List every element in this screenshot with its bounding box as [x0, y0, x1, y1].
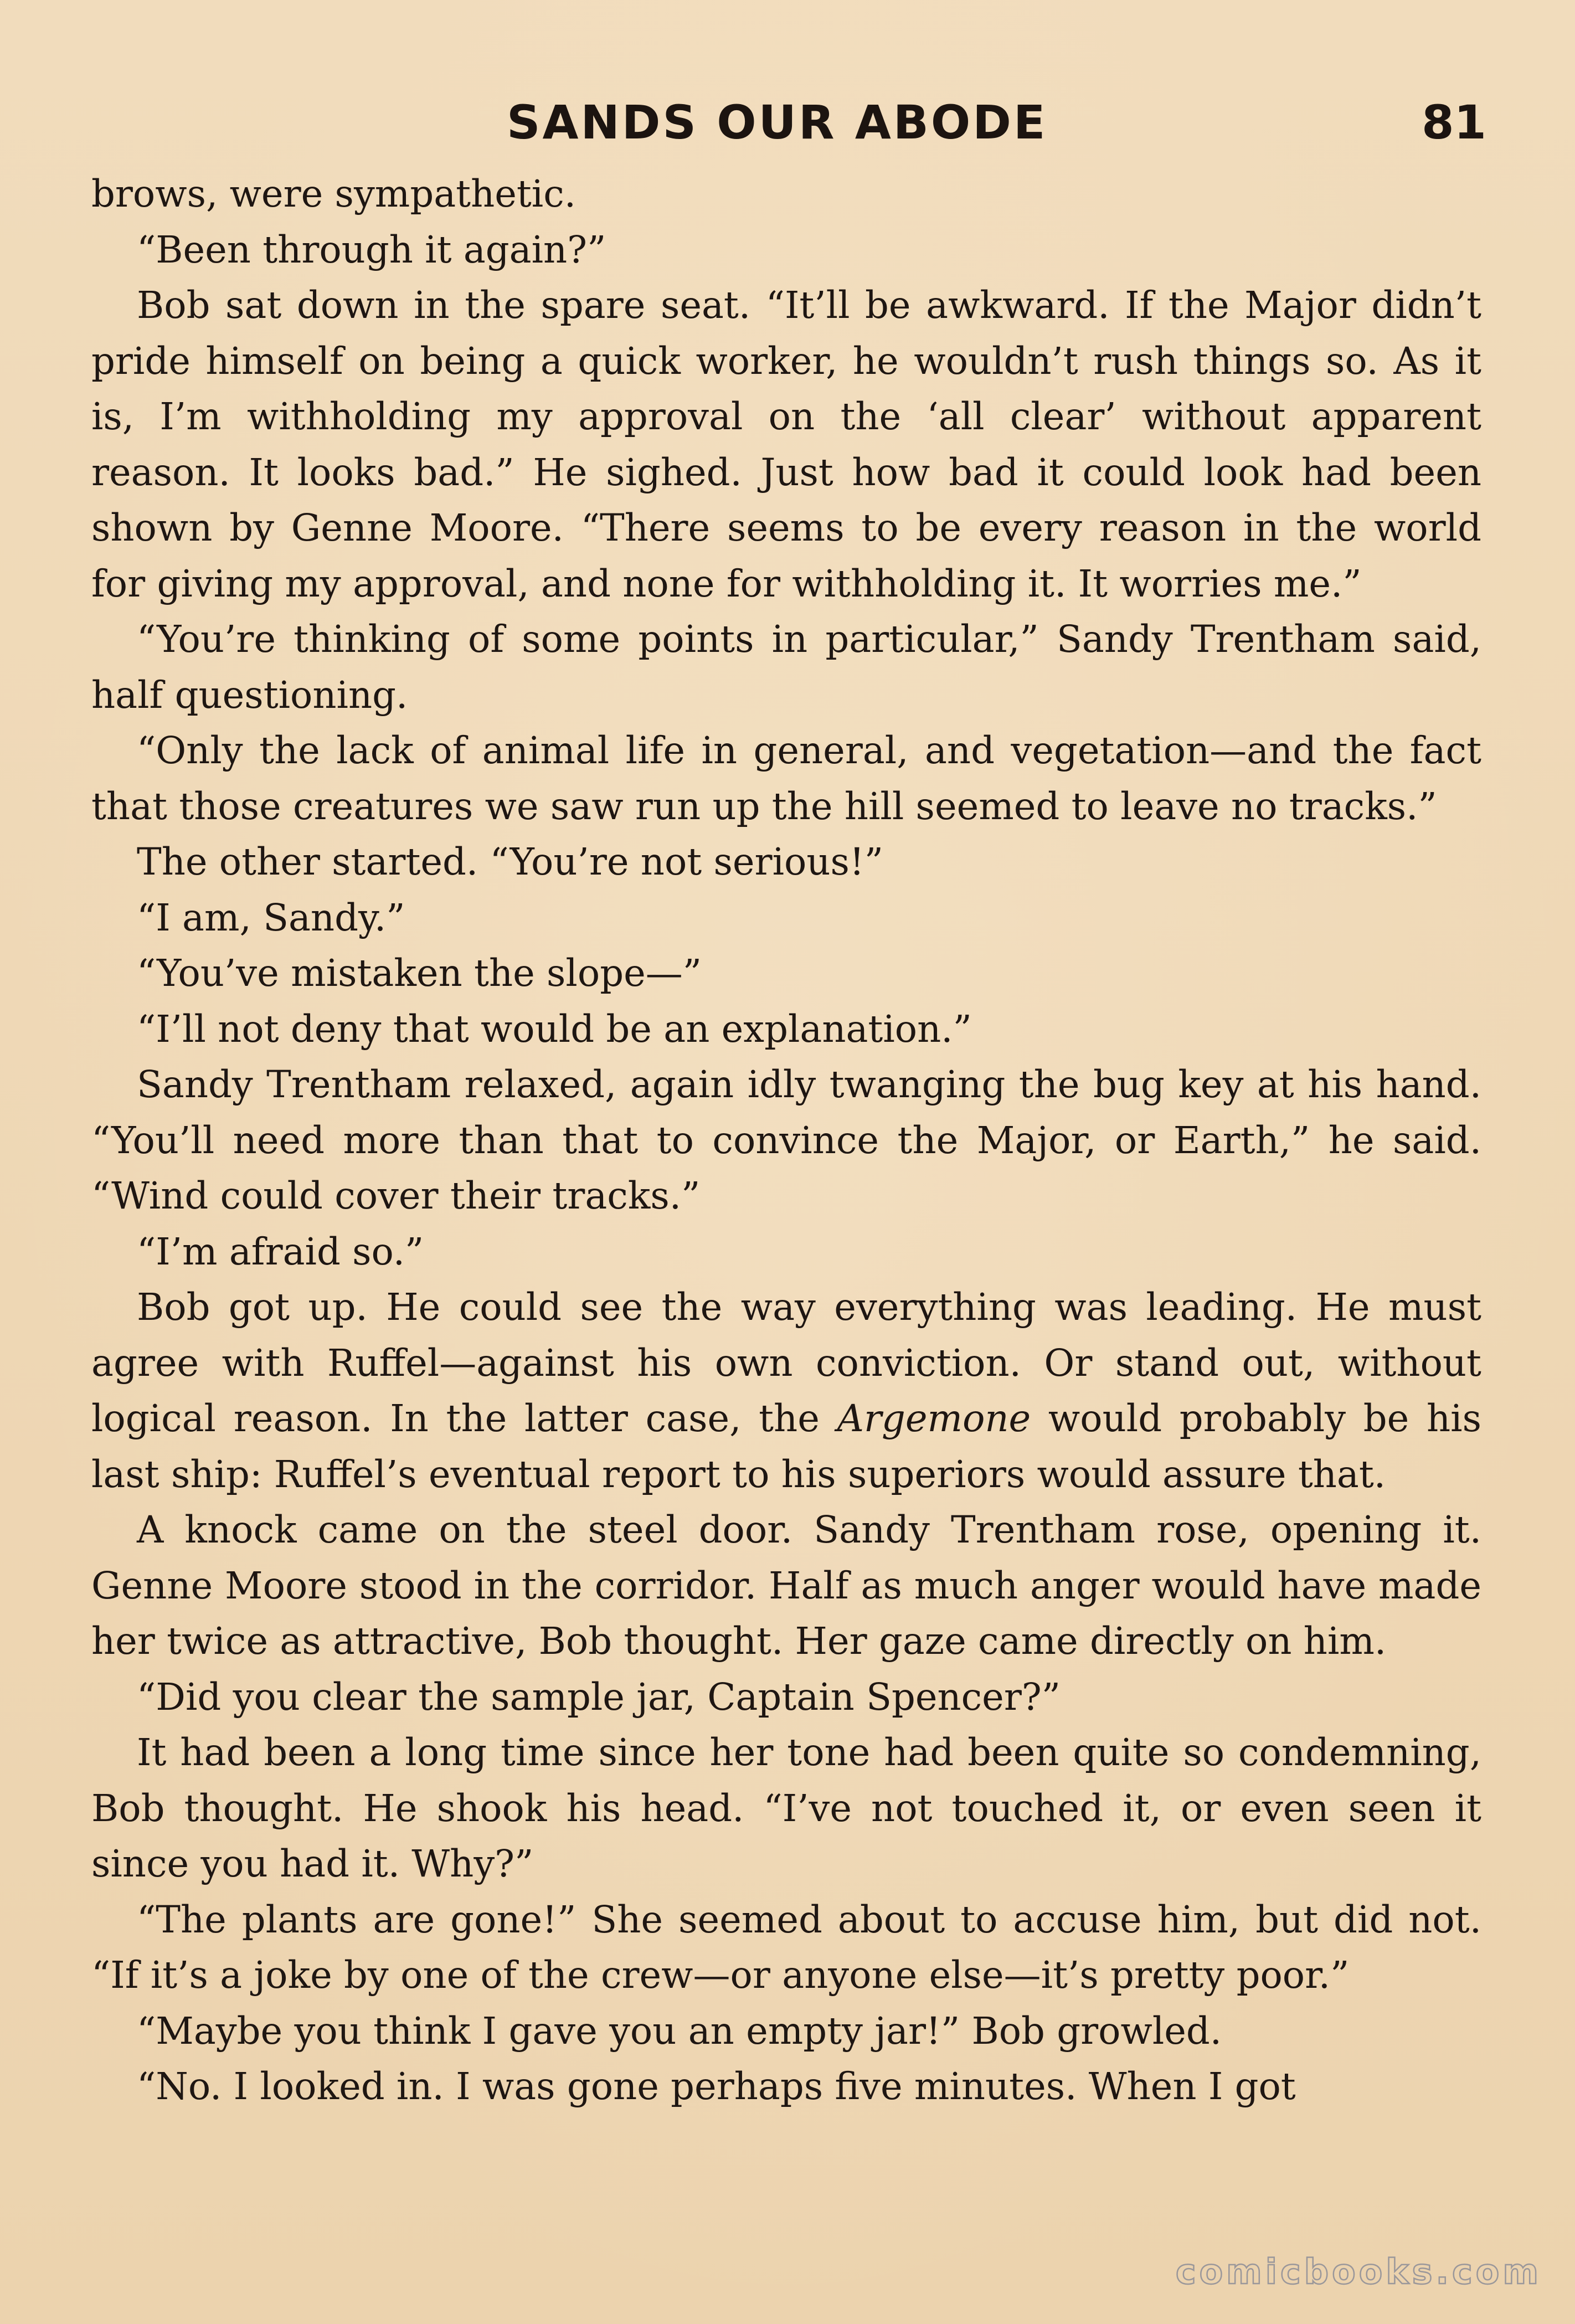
paragraph-3: Bob sat down in the spare seat. “It’ll be awkward. If the Major didn’t pride himself on being a quick worker, he wouldn’t rush things so. As it is, I’m withholding my approval on the ‘all clear’ without apparent reason. It looks bad.” He sighed. Just how bad it could look had been shown by Genne Moore. “There seems to be every reason in the world for giving my approval, and none for withholding it. It worries me.” [91, 284, 1481, 605]
paragraph-13: A knock came on the steel door. Sandy Trentham rose, opening it. Genne Moore stood in the corridor. Half as much anger would have made her twice as attractive, Bob thought. Her gaze came directly on him. [91, 1508, 1481, 1663]
paragraph-12 [91, 1279, 1481, 1502]
paragraph-7: “I am, Sandy.” [137, 896, 405, 939]
site-watermark: comicbooks.com [1175, 2251, 1542, 2292]
paragraph-14: “Did you clear the sample jar, Captain Spencer?” [137, 1675, 1061, 1719]
page-number: 81 [1422, 95, 1486, 150]
paragraph-15: It had been a long time since her tone had been quite so condemning, Bob thought. He shook his head. “I’ve not touched it, or even seen it since you had it. Why?” [91, 1731, 1481, 1885]
paragraph-8: “You’ve mistaken the slope—” [137, 952, 702, 995]
page-header [0, 89, 1575, 155]
paragraph-2: “Been through it again?” [137, 228, 606, 271]
running-head: SANDS OUR ABODE [507, 95, 1048, 150]
paragraph-12-after: would probably be his last ship: Ruffel’s eventual report to his superiors would assure that. [91, 1397, 1481, 1496]
paragraph-12-before: Bob got up. He could see the way everything was leading. He must agree with Ruffel—against his own conviction. Or stand out, without logical reason. In the latter case, the [91, 1286, 1481, 1440]
paragraph-16: “The plants are gone!” She seemed about to accuse him, but did not. “If it’s a joke by one of the crew—or anyone else—it’s pretty poor.” [91, 1898, 1481, 1997]
paragraph-4: “You’re thinking of some points in particular,” Sandy Trentham said, half questioning. [91, 618, 1481, 717]
paragraph-11: “I’m afraid so.” [137, 1230, 424, 1273]
paragraph-18: “No. I looked in. I was gone perhaps five minutes. When I got [137, 2065, 1296, 2108]
paragraph-6: The other started. “You’re not serious!” [137, 840, 884, 883]
ship-name: Argemone [837, 1397, 1031, 1440]
paragraph-17: “Maybe you think I gave you an empty jar!” Bob growled. [137, 2009, 1222, 2053]
paragraph-9: “I’ll not deny that would be an explanation.” [137, 1007, 972, 1051]
body-text [91, 166, 1481, 2115]
paragraph-5: “Only the lack of animal life in general, and vegetation—and the fact that those creatures we saw run up the hill seemed to leave no tracks.” [91, 729, 1481, 828]
paragraph-10: Sandy Trentham relaxed, again idly twanging the bug key at his hand. “You’ll need more than that to convince the Major, or Earth,” he said. “Wind could cover their tracks.” [91, 1063, 1481, 1217]
paragraph-1: brows, were sympathetic. [91, 172, 577, 215]
